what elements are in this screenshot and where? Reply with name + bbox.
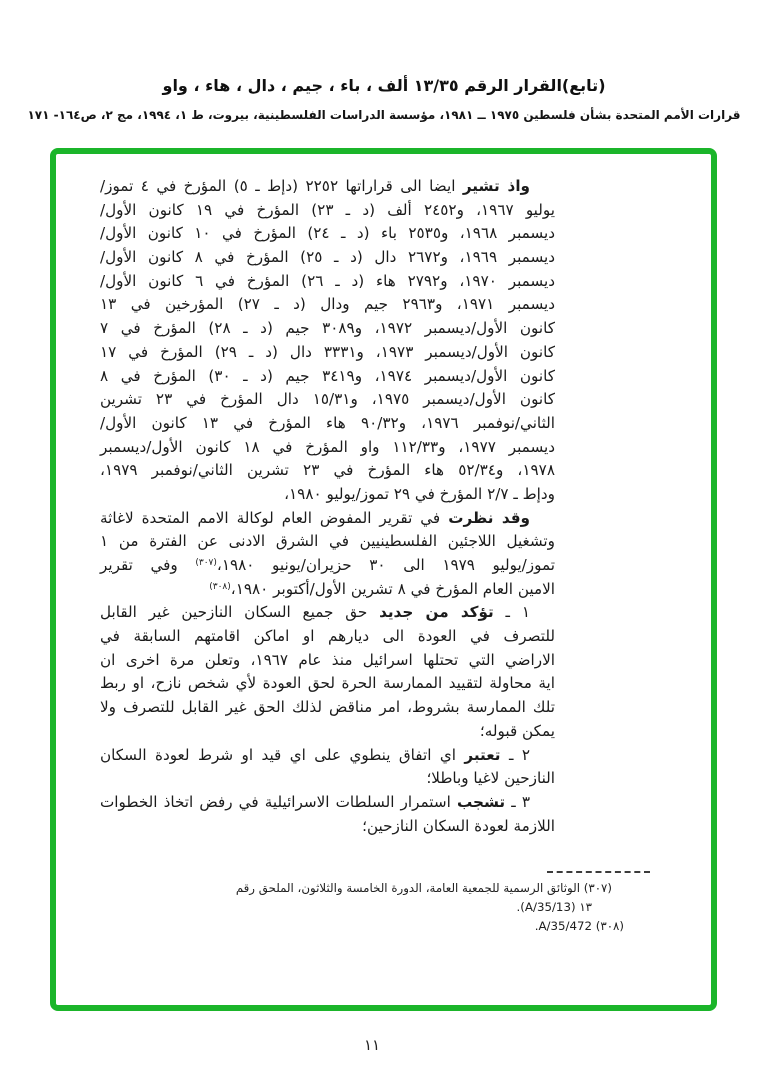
footnote-separator-rule [547,871,650,873]
text-segment: تلك الممارسة بشروط، امر مناقض لذلك الحق غير القابل للتصرف ولا [100,698,555,717]
text-segment: في تقرير المفوض العام لوكالة الامم المتحدة لاغاثة [100,508,449,527]
footnote-marker: (٣٠٧) [583,881,612,895]
text-line [100,459,555,483]
text-line [100,578,555,602]
text-line [100,246,555,270]
text-line [100,625,555,649]
text-segment: حق جميع السكان النازحين غير القابل [100,603,380,622]
text-line [100,672,555,696]
text-segment: ودإط ـ ٢/٧ المؤرخ في ٢٩ تموز/يوليو ١٩٨٠، [284,484,555,503]
footnote [235,879,612,917]
text-line [100,649,555,673]
text-segment: ديسمبر ١٩٦٨، و٢٥٣٥ باء (د ـ ٢٤) المؤرخ في ١٠ كانون الأول/ [100,224,555,243]
text-line [100,199,555,223]
text-segment: ١٩٧٨، و٥٢/٣٤ هاء المؤرخ في ٢٣ تشرين الثاني/نوفمبر ١٩٧٩، [100,461,555,480]
text-segment: ١ ـ [493,603,530,622]
footnote-line: (٣٠٧) الوثائق الرسمية للجمعية العامة، الدورة الخامسة والثلاثون، الملحق رقم [235,881,612,895]
text-segment: للتصرف في العودة الى ديارهم او اماكن اقامتهم السابقة في [100,627,555,646]
text-segment: كانون الأول/ديسمبر ١٩٧٤، و٣٤١٩ جيم (د ـ ٣٠) المؤرخ في ٨ [100,366,555,385]
text-line [100,175,555,199]
page-number: ١١ [363,1036,381,1054]
resolution-body [100,175,555,838]
text-segment: ٢ ـ [500,745,530,764]
text-segment: يوليو ١٩٦٧، و٢٤٥٢ ألف (د ـ ٢٣) المؤرخ في ١٩ كانون الأول/ [100,200,555,219]
text-segment: الامين العام المؤرخ في ٨ تشرين الأول/أكتوبر ١٩٨٠، [230,579,555,598]
text-line [100,293,555,317]
text-segment: يمكن قبوله؛ [479,721,555,740]
footnote-marker: (٣٠٨) [595,919,624,933]
text-line [100,412,555,436]
text-segment: كانون الأول/ديسمبر ١٩٧٣، و٣٣٣١ دال (د ـ ٢٩) المؤرخ في ١٧ [100,342,555,361]
text-line [100,388,555,412]
text-line [100,744,555,768]
text-segment: ديسمبر ١٩٧٧، و١١٢/٣٣ واو المؤرخ في ١٨ كانون الأول/ديسمبر [100,437,555,456]
footnote [242,917,624,936]
footnote-line: ١٣ (A/35/13). [516,900,592,914]
text-segment: ديسمبر ١٩٦٩، و٢٦٧٢ دال (د ـ ٢٥) المؤرخ في ٨ كانون الأول/ [100,248,555,267]
text-segment: وتشغيل اللاجئين الفلسطينيين في الشرق الادنى عن الفترة من ١ [100,532,555,551]
lead-word: تؤكد من جديد [379,603,494,622]
text-segment: كانون الأول/ديسمبر ١٩٧٢، و٣٠٨٩ جيم (د ـ ٢٨) المؤرخ في ٧ [100,319,555,338]
text-line [100,222,555,246]
header-source-citation: قرارات الأمم المتحدة بشأن فلسطين ١٩٧٥ ــ ١٩٨١، مؤسسة الدراسات الفلسطينية، بيروت، ط ١، ١٩٩٤، مج ٢، ص١٦٤- ١٧١ [27,108,741,122]
text-line [100,317,555,341]
text-segment: اي اتفاق ينطوي على اي قيد او شرط لعودة السكان [100,745,465,764]
text-segment: تموز/يوليو ١٩٧٩ الى ٣٠ حزيران/يونيو ١٩٨٠، [216,556,555,574]
footnotes-block [235,879,624,936]
text-line [100,270,555,294]
footnote-line: (٣٠٨) A/35/472. [534,919,624,933]
text-line [100,483,555,507]
text-segment: ٣ ـ [505,792,530,811]
text-line [100,554,555,578]
lead-word: واذ تشير [462,177,530,195]
text-line [100,601,555,625]
text-line [100,815,555,839]
text-segment: وفي تقرير [100,556,196,574]
footnote-reference: (٣٠٨) [209,581,231,592]
text-line [100,365,555,389]
text-segment: كانون الأول/ديسمبر ١٩٧٥، و١٥/٣١ دال المؤرخ في ٢٣ تشرين [100,390,555,409]
header-resolution-title: (تابع)القرار الرقم ١٣/٣٥ ألف ، باء ، جيم ، دال ، هاء ، واو [162,76,606,95]
text-segment: اللازمة لعودة السكان النازحين؛ [362,816,555,835]
text-line [100,341,555,365]
text-line [100,767,555,791]
text-segment: ديسمبر ١٩٧١، و٢٩٦٣ جيم ودال (د ـ ٢٧) المؤرخين في ١٣ [100,295,555,314]
text-line [100,436,555,460]
text-segment: اية محاولة لتقييد الممارسة الحرة لحق العودة لأي شخص نازح، او ربط [100,674,555,693]
footnote-reference: (٣٠٧) [195,558,217,568]
lead-word: تعتبر [464,745,501,764]
text-segment: الثاني/نوفمبر ١٩٧٦، و٩٠/٣٢ هاء المؤرخ في ١٣ كانون الأول/ [100,413,555,432]
text-segment: ايضا الى قراراتها ٢٢٥٢ (دإط ـ ٥) المؤرخ في ٤ تموز/ [100,177,463,195]
lead-word: وقد نظرت [448,508,530,527]
lead-word: تشجب [456,792,506,811]
text-segment: النازحين لاغيا وباطلا؛ [426,769,555,788]
text-line [100,720,555,744]
text-line [100,696,555,720]
text-segment: الاراضي التي تحتلها اسرائيل منذ عام ١٩٦٧، وتعلن مرة اخرى ان [100,650,555,669]
text-line [100,507,555,531]
text-line [100,791,555,815]
text-segment: استمرار السلطات الاسرائيلية في رفض اتخاذ الخطوات [100,792,457,811]
text-segment: ديسمبر ١٩٧٠، و٢٧٩٢ هاء (د ـ ٢٦) المؤرخ في ٦ كانون الأول/ [100,271,555,290]
text-line [100,530,555,554]
